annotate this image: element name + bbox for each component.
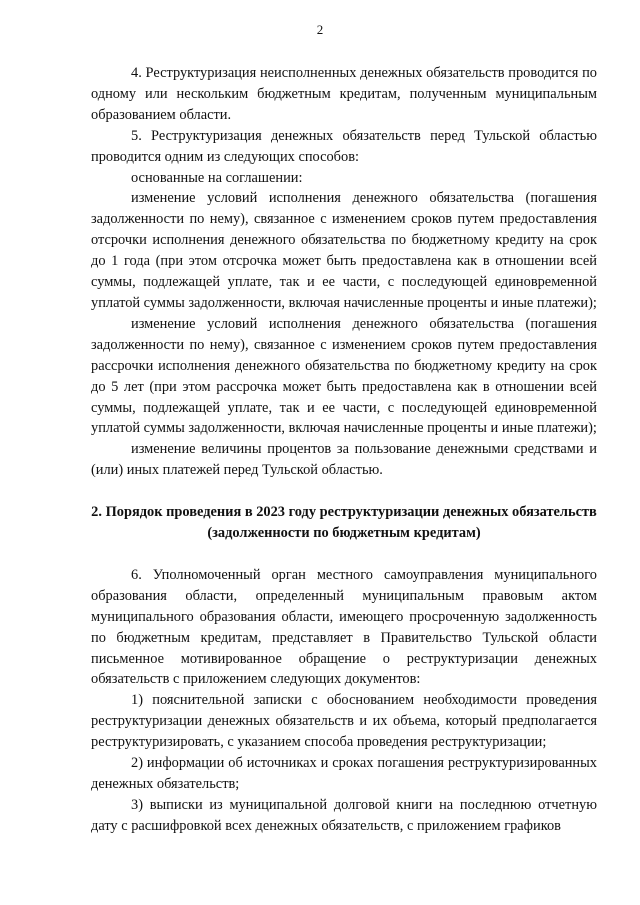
paragraph-item-6: 6. Уполномоченный орган местного самоуправления муниципального образования области, определенный муниципальным правовым актом муниципального образования области, имеющего просроченную задолженность по бюджетным кредитам, представляет в Правительство Тульской области письменное мотивированное обращение о реструктуризации денежных обязательств с приложением следующих документов: [91,566,597,688]
paragraph-deferral: изменение условий исполнения денежного обязательства (погашения задолженности по нему), связанное с изменением сроков путем предоставления отсрочки исполнения денежного обязательства по бюджетному кредиту на срок до 1 года (при этом отсрочка может быть предоставлена как в отношении всей суммы, подлежащей уплате, так и ее части, с последующей единовременной уплатой суммы задолженности, включая начисленные проценты и иные платежи); [91,190,597,311]
paragraph-interest-change: изменение величины процентов за пользование денежными средствами и (или) иных платежей перед Тульской областью. [91,441,597,479]
paragraph-item-5: 5. Реструктуризация денежных обязательств перед Тульской областью проводится одним из следующих способов: [91,127,597,165]
page-number: 2 [316,22,324,37]
paragraph-agreement-based: основанные на соглашении: [131,169,303,186]
paragraph-item-4: 4. Реструктуризация неисполненных денежных обязательств проводится по одному или нескольким бюджетным кредитам, полученным муниципальным образованием области. [91,65,597,123]
section-heading: 2. Порядок проведения в 2023 году реструктуризации денежных обязательств (задолженности по бюджетным кредитам) [91,504,597,542]
paragraph-subitem-3: 3) выписки из муниципальной долговой книги на последнюю отчетную дату с расшифровкой всех денежных обязательств, с приложением графиков [91,796,597,834]
paragraph-subitem-1: 1) пояснительной записки с обоснованием необходимости проведения реструктуризации денежных обязательств и их объема, который предполагается реструктуризировать, с указанием способа проведения реструктуризации; [91,692,597,751]
document-body [91,63,597,837]
paragraph-subitem-2: 2) информации об источниках и сроках погашения реструктуризированных денежных обязательств; [91,755,597,792]
paragraph-installment: изменение условий исполнения денежного обязательства (погашения задолженности по нему), связанное с изменением сроков путем предоставления рассрочки исполнения денежного обязательства по бюджетному кредиту на срок до 5 лет (при этом рассрочка может быть предоставлена как в отношении всей суммы, подлежащей уплате, так и ее части, с последующей единовременной уплатой суммы задолженности, включая начисленные проценты и иные платежи); [91,315,597,437]
